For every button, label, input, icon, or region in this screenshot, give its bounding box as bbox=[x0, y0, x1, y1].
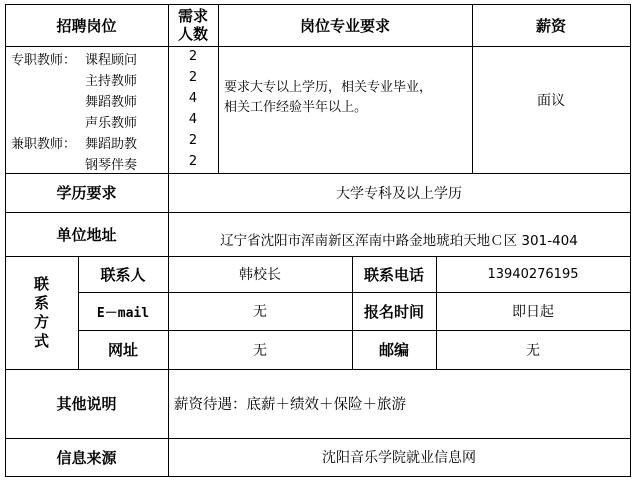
contact-group-char: 系 bbox=[33, 293, 49, 312]
header-position: 招聘岗位 bbox=[56, 16, 117, 35]
salary-value: 面议 bbox=[537, 93, 565, 109]
position-title: 舞蹈助教 bbox=[85, 137, 138, 152]
education-label: 学历要求 bbox=[56, 184, 117, 202]
contact-phone-value: 13940276195 bbox=[487, 266, 579, 282]
position-count: 2 bbox=[188, 49, 198, 64]
position-count: 2 bbox=[188, 154, 198, 169]
position-title: 课程顾问 bbox=[85, 53, 138, 68]
contact-group-label bbox=[5, 256, 78, 369]
contact-person-value: 韩校长 bbox=[239, 267, 281, 283]
other-value: 薪资待遇：底薪＋绩效＋保险＋旅游 bbox=[174, 397, 406, 413]
contact-email-label: E－mail bbox=[96, 305, 150, 321]
contact-group-char: 式 bbox=[33, 331, 49, 350]
source-value: 沈阳音乐学院就业信息网 bbox=[322, 450, 476, 466]
address-label: 单位地址 bbox=[56, 226, 117, 244]
contact-phone-label: 联系电话 bbox=[363, 265, 424, 284]
position-count: 2 bbox=[188, 70, 198, 85]
requirement-text bbox=[224, 78, 432, 118]
position-count: 4 bbox=[188, 112, 198, 127]
education-value: 大学专科及以上学历 bbox=[336, 185, 462, 202]
position-count: 2 bbox=[188, 133, 198, 148]
contact-website-label: 网址 bbox=[107, 341, 138, 359]
position-title: 钢琴伴奏 bbox=[85, 158, 138, 173]
position-title: 舞蹈教师 bbox=[85, 95, 138, 110]
position-title: 主持教师 bbox=[85, 74, 138, 89]
contact-group-char: 方 bbox=[33, 312, 49, 331]
address-value: 辽宁省沈阳市浑南新区浑南中路金地琥珀天地Ｃ区 301-404 bbox=[220, 233, 578, 249]
position-category: 专职教师： bbox=[11, 53, 77, 68]
contact-postcode-value: 无 bbox=[526, 342, 540, 359]
contact-group-char: 联 bbox=[33, 274, 49, 293]
contact-apply-label: 报名时间 bbox=[363, 302, 424, 321]
position-count: 4 bbox=[188, 91, 198, 106]
position-title: 声乐教师 bbox=[85, 116, 138, 131]
contact-apply-value: 即日起 bbox=[512, 304, 554, 320]
header-salary: 薪资 bbox=[535, 16, 566, 35]
contact-email-value: 无 bbox=[253, 304, 267, 320]
header-count-line2: 人数 bbox=[177, 25, 208, 43]
header-count bbox=[168, 4, 218, 46]
source-label: 信息来源 bbox=[56, 448, 117, 467]
requirement-line: 相关工作经验半年以上。 bbox=[224, 100, 368, 115]
contact-website-value: 无 bbox=[253, 342, 267, 359]
other-label: 其他说明 bbox=[56, 395, 117, 413]
header-count-line1: 需求 bbox=[177, 7, 208, 25]
requirement-line: 要求大专以上学历，相关专业毕业， bbox=[224, 80, 433, 95]
contact-postcode-label: 邮编 bbox=[378, 341, 409, 359]
header-requirement: 岗位专业要求 bbox=[299, 16, 390, 35]
position-category: 兼职教师： bbox=[11, 137, 77, 152]
contact-person-label: 联系人 bbox=[100, 265, 146, 284]
